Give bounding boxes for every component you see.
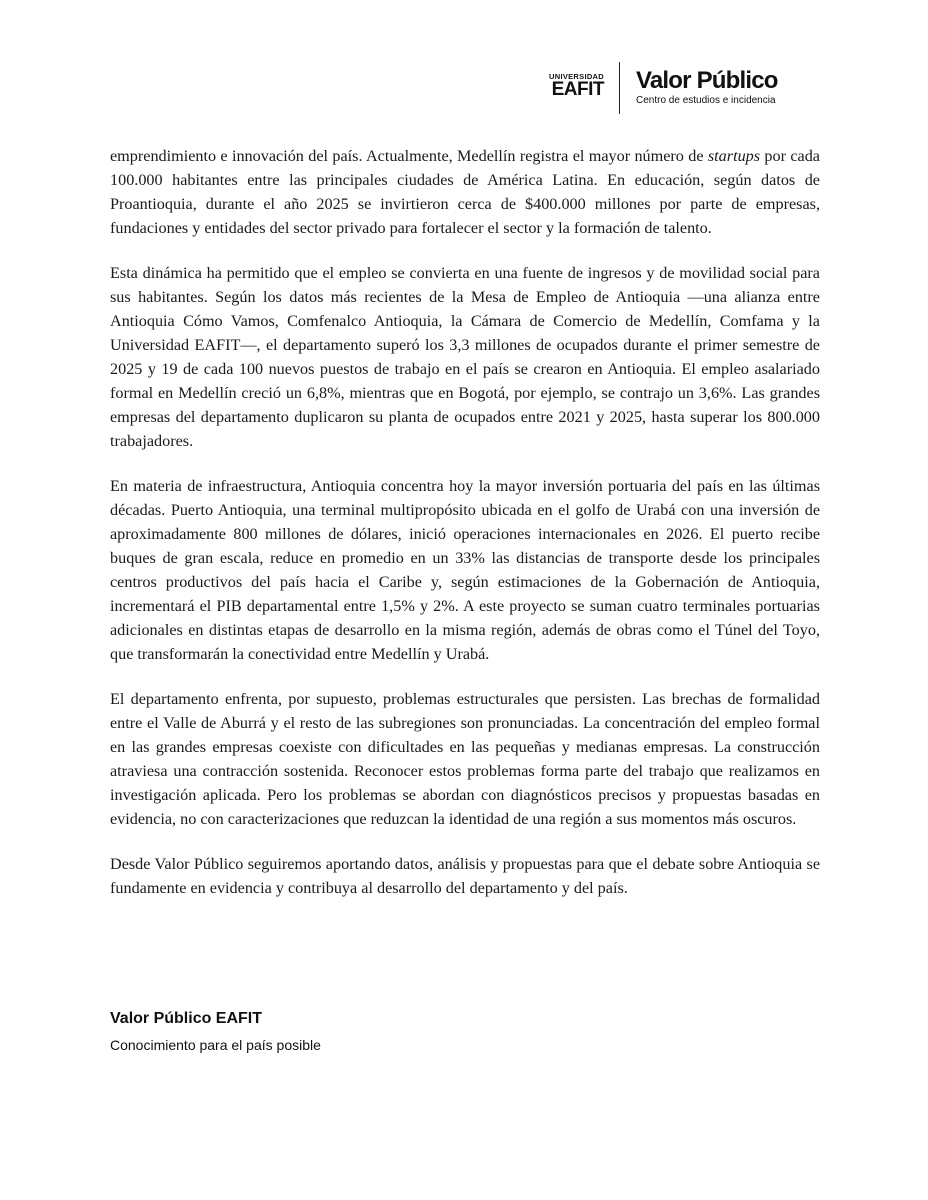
logo-divider (619, 62, 620, 114)
eafit-logo (536, 72, 604, 99)
paragraph-text: emprendimiento e innovación del país. Actualmente, Medellín registra el mayor número de (110, 147, 708, 165)
paragraph (110, 852, 820, 900)
article-body (110, 144, 820, 900)
eafit-logo-big-text: EAFIT (551, 79, 604, 100)
header-logos (536, 58, 778, 114)
valor-publico-subtitle: Centro de estudios e incidencia (636, 95, 776, 106)
italic-text: startups (707, 147, 761, 165)
paragraph (110, 144, 820, 240)
signature-block (110, 1008, 321, 1055)
paragraph-text: Desde Valor Público seguiremos aportando datos, análisis y propuestas para que el debate sobre Antioquia se fundamente en evidencia y contribuya al desarrollo del departamento y del país. (110, 855, 820, 897)
paragraph (110, 474, 820, 666)
valor-publico-title: Valor Público (636, 67, 778, 94)
paragraph-text: El departamento enfrenta, por supuesto, problemas estructurales que persisten. Las brechas de formalidad entre el Valle de Aburrá y el resto de las subregiones son pronunciadas. La concentración del empleo formal en las grandes empresas coexiste con dificultades en las pequeñas y medianas empresas. La construcción atraviesa una contracción sostenida. Reconocer estos problemas forma parte del trabajo que realizamos en investigación aplicada. Pero los problemas se abordan con diagnósticos precisos y propuestas basadas en evidencia, no con caracterizaciones que reduzcan la identidad de una región a sus momentos más oscuros. (110, 690, 820, 828)
valor-publico-logo (636, 58, 778, 107)
signature-name: Valor Público EAFIT (110, 1010, 263, 1027)
paragraph (110, 261, 820, 453)
eafit-logo-small-text: UNIVERSIDAD (549, 72, 604, 81)
signature-tagline: Conocimiento para el país posible (110, 1037, 321, 1053)
paragraph-text: Esta dinámica ha permitido que el empleo se convierta en una fuente de ingresos y de movilidad social para sus habitantes. Según los datos más recientes de la Mesa de Empleo de Antioquia —una alianza entre Antioquia Cómo Vamos, Comfenalco Antioquia, la Cámara de Comercio de Medellín, Comfama y la Universidad EAFIT—, el departamento superó los 3,3 millones de ocupados durante el primer semestre de 2025 y 19 de cada 100 nuevos puestos de trabajo en el país se crearon en Antioquia. El empleo asalariado formal en Medellín creció un 6,8%, mientras que en Bogotá, por ejemplo, se contrajo un 3,6%. Las grandes empresas del departamento duplicaron su planta de ocupados entre 2021 y 2025, hasta superar los 800.000 trabajadores. (110, 264, 820, 450)
paragraph-text: por cada 100.000 habitantes entre las principales ciudades de América Latina. En educación, según datos de Proantioquia, durante el año 2025 se invirtieron cerca de $400.000 millones por parte de empresas, fundaciones y entidades del sector privado para fortalecer el sector y la formación de talento. (110, 147, 820, 237)
paragraph-text: En materia de infraestructura, Antioquia concentra hoy la mayor inversión portuaria del país en las últimas décadas. Puerto Antioquia, una terminal multipropósito ubicada en el golfo de Urabá con una inversión de aproximadamente 800 millones de dólares, inició operaciones internacionales en 2026. El puerto recibe buques de gran escala, reduce en promedio en un 33% las distancias de transporte desde los principales centros productivos del país hacia el Caribe y, según estimaciones de la Gobernación de Antioquia, incrementará el PIB departamental entre 1,5% y 2%. A este proyecto se suman cuatro terminales portuarias adicionales en distintas etapas de desarrollo en la misma región, además de obras como el Túnel del Toyo, que transformarán la conectividad entre Medellín y Urabá. (110, 477, 820, 663)
paragraph (110, 687, 820, 831)
